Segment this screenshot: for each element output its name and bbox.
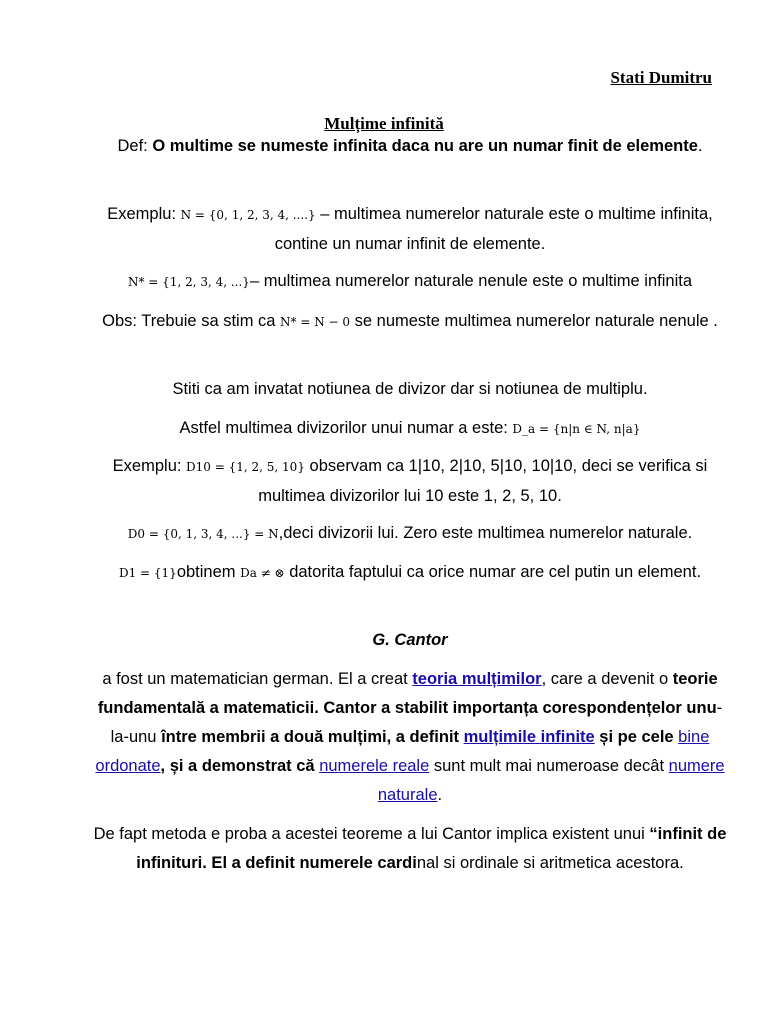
def-prefix: Def: <box>117 137 153 155</box>
cantor-text: nal si ordinale si aritmetica acestora. <box>416 854 684 872</box>
link-teoria-multimilor[interactable]: teoria mulțimilor <box>412 670 542 688</box>
cantor-paragraph <box>90 665 730 810</box>
example-text: – multimea numerelor naturale este o multime infinita, contine un numar infinit de elemente. <box>274 205 713 253</box>
formula-d10: D10 = {1, 2, 5, 10} <box>186 460 305 474</box>
divisors-definition <box>90 414 730 444</box>
cantor-text: , care a devenit o <box>541 670 673 688</box>
formula-n-star-set: N* = {1, 2, 3, 4, ...} <box>127 275 250 289</box>
def-suffix: . <box>697 137 703 155</box>
link-numerele-reale[interactable]: numerele reale <box>319 757 430 775</box>
formula-d0: D0 = {0, 1, 3, 4, ...} = N <box>127 527 279 541</box>
cantor-text: . <box>437 786 443 804</box>
example-mid: obtinem <box>176 563 241 581</box>
cantor-bold-text: , și a demonstrat că <box>160 757 320 775</box>
def-bold-text: O multime se numeste infinita daca nu are un numar finit de elemente <box>152 137 698 155</box>
cantor-paragraph-2 <box>90 820 730 878</box>
example-text: datorita faptului ca orice numar are cel putin un element. <box>284 563 702 581</box>
example-text: ,deci divizorii lui. Zero este multimea numerelor naturale. <box>278 524 693 542</box>
example-divisors-10 <box>90 452 730 511</box>
definition-paragraph <box>90 132 730 161</box>
cantor-text: a fost un matematician german. El a creat <box>102 670 413 688</box>
cantor-bold-text: “infinit de infinituri. El a definit numerele cardi <box>136 825 727 872</box>
author-name: Stati Dumitru <box>610 68 712 87</box>
example-text: – multimea numerelor naturale nenule este o multime infinita <box>249 272 692 290</box>
link-bine-ordonate[interactable]: bine ordonate <box>95 728 710 775</box>
cantor-bold-text: teorie fundamentală a matematicii. Cantor a stabilit importanța corespondențelor unu <box>97 670 718 717</box>
link-multimile-infinite[interactable]: mulțimile infinite <box>463 728 595 746</box>
formula-n-set: N = {0, 1, 2, 3, 4, ....} <box>180 208 316 222</box>
example-divisors-1 <box>90 558 730 588</box>
cantor-heading <box>90 626 730 655</box>
example-prefix: Exemplu: <box>112 457 187 475</box>
formula-da-nonempty: Da ≠ ⊗ <box>240 566 285 580</box>
cantor-bold-text: și pe cele <box>594 728 679 746</box>
divisors-intro: Stiti ca am invatat notiunea de divizor dar si notiunea de multiplu. <box>172 380 648 398</box>
cantor-text: De fapt metoda e proba a acestei teoreme a lui Cantor implica existent unui <box>93 825 650 843</box>
example-nonzero-naturals <box>90 267 730 297</box>
example-text: observam ca 1|10, 2|10, 5|10, 10|10, deci se verifica si multimea divizorilor lui 10 este 1, 2, 5, 10. <box>258 457 708 505</box>
formula-d1: D1 = {1} <box>118 566 177 580</box>
example-prefix: Exemplu: <box>107 205 181 223</box>
example-divisors-0 <box>90 519 730 549</box>
cantor-heading-text: G. Cantor <box>372 631 448 649</box>
example-natural-numbers <box>90 200 730 259</box>
obs-prefix: Obs: Trebuie sa stim ca <box>102 312 281 330</box>
obs-text: se numeste multimea numerelor naturale nenule . <box>350 312 718 330</box>
formula-divisor-set: D_a = {n|n ∈ N, n|a} <box>512 422 641 436</box>
formula-n-star-def: N* = N − 0 <box>280 315 351 329</box>
page-title: Mulțime infinită <box>324 114 444 133</box>
cantor-text: sunt mult mai numeroase decât <box>429 757 669 775</box>
observation-paragraph <box>90 307 730 337</box>
cantor-text: -la-unu <box>110 699 723 746</box>
cantor-bold-text: între membrii a două mulțimi, a definit <box>161 728 464 746</box>
divisors-prefix: Astfel multimea divizorilor unui numar a este: <box>179 419 513 437</box>
link-numere-naturale[interactable]: numere naturale <box>377 757 725 804</box>
